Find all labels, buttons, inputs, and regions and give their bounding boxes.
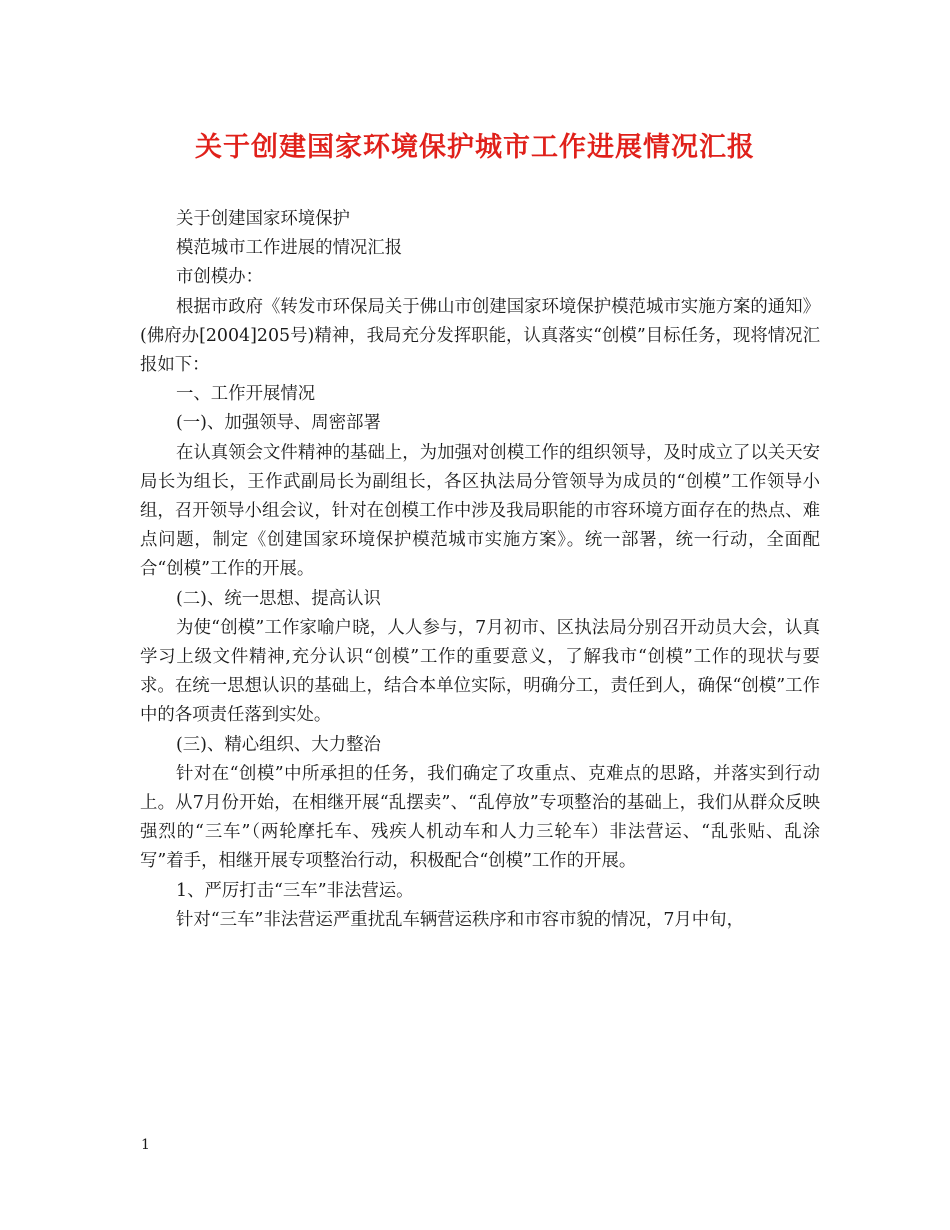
section-heading: 一、工作开展情况 (176, 384, 316, 405)
item-heading: 1、严厉打击“三车”非法营运。 (176, 880, 414, 901)
paragraph: 关于创建国家环境保护 (176, 209, 350, 229)
subsection-heading: (三)、精心组织、大力整治 (176, 734, 381, 755)
page-number: 1 (141, 1137, 150, 1153)
paragraph: 针对“三车”非法营运严重扰乱车辆营运秩序和市容市貌的情况，7月中旬， (176, 909, 744, 930)
subsection-heading: (一)、加强领导、周密部署 (176, 413, 381, 434)
paragraph: 在认真领会文件精神的基础上，为加强对创模工作的组织领导，及时成立了以关天安局长为组长，王作武副局长为副组长，各区执法局分管领导为成员的“创模”工作领导小组，召开领导小组会议，针对在创模工作中涉及我局职能的市容环境方面存在的热点、难点问题，制定《创建国家环境保护模范城市实施方案》。统一部署，统一行动，全面配合“创模”工作的开展。 (140, 442, 820, 580)
paragraph: 针对在“创模”中所承担的任务，我们确定了攻重点、克难点的思路，并落实到行动上。从7月份开始，在相继开展“乱摆卖”、“乱停放”专项整治的基础上，我们从群众反映强烈的“三车”（两轮摩托车、残疾人机动车和人力三轮车）非法营运、“乱张贴、乱涂写”着手，相继开展专项整治行动，积极配合“创模”工作的开展。 (140, 763, 820, 872)
paragraph: 为使“创模”工作家喻户晓，人人参与，7月初市、区执法局分别召开动员大会，认真学习上级文件精神,充分认识“创模”工作的重要意义，了解我市“创模”工作的现状与要求。在统一思想认识的基础上，结合本单位实际，明确分工，责任到人，确保“创模”工作中的各项责任落到实处。 (140, 617, 820, 726)
paragraph: 模范城市工作进展的情况汇报 (176, 238, 403, 259)
document-body (140, 205, 820, 935)
paragraph: 市创模办： (176, 267, 263, 288)
paragraph: 根据市政府《转发市环保局关于佛山市创建国家环境保护模范城市实施方案的通知》(佛府办[2004]205号)精神，我局充分发挥职能，认真落实“创模”目标任务，现将情况汇报如下： (140, 296, 820, 376)
document-title: 关于创建国家环境保护城市工作进展情况汇报 (195, 132, 755, 163)
subsection-heading: (二)、统一思想、提高认识 (176, 588, 381, 609)
